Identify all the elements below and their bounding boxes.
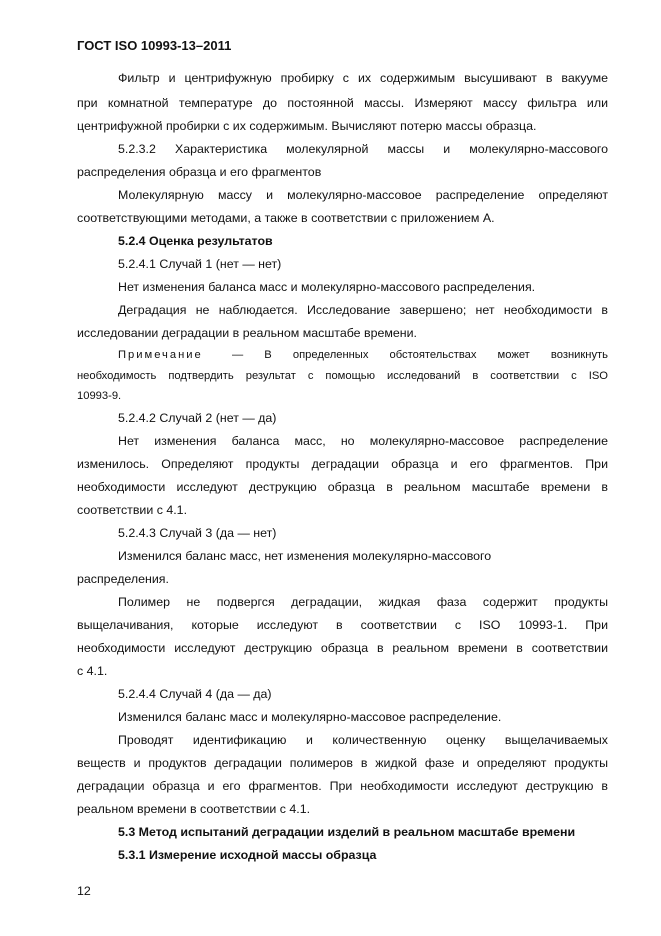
text-line: Нет изменения баланса масс и молекулярно-массового распределения. xyxy=(118,280,536,294)
note-text: — В определенных обстоятельствах может возникнуть xyxy=(232,349,608,361)
text-line: Полимер не подвергся деградации, жидкая фаза содержит продукты xyxy=(118,595,608,609)
subsection-heading: 5.2.4.1 Случай 1 (нет — нет) xyxy=(118,257,282,271)
note-text: необходимость подтвердить результат с помощью исследований в соответствии с ISO xyxy=(77,370,608,382)
text-line: 5.2.3.2 Характеристика молекулярной массы и молекулярно-массового xyxy=(118,142,608,156)
text-line: с 4.1. xyxy=(77,664,108,678)
text-line: Молекулярную массу и молекулярно-массовое распределение определяют xyxy=(118,188,608,202)
text-line: Проводят идентификацию и количественную оценку выщелачиваемых xyxy=(118,733,608,747)
text-line: исследовании деградации в реальном масштабе времени. xyxy=(77,326,417,340)
text-line: деградации образца и его фрагментов. При необходимости исследуют деструкцию в xyxy=(77,779,608,793)
text-line: реальном времени в соответствии с 4.1. xyxy=(77,802,311,816)
document-header: ГОСТ ISO 10993-13–2011 xyxy=(77,38,232,53)
text-line: Фильтр и центрифужную пробирку с их содержимым высушивают в вакууме xyxy=(118,71,608,85)
page-number: 12 xyxy=(77,884,91,898)
text-line: выщелачивания, которые исследуют в соответствии с ISO 10993-1. При xyxy=(77,618,608,632)
text-line: Нет изменения баланса масс, но молекулярно-массовое распределение xyxy=(118,434,608,448)
subsection-heading: 5.2.4.4 Cлучай 4 (да — да) xyxy=(118,687,272,701)
text-line: распределения. xyxy=(77,572,169,586)
text-line: распределения образца и его фрагментов xyxy=(77,165,322,179)
subsection-heading: 5.2.4.3 Cлучай 3 (да — нет) xyxy=(118,526,277,540)
text-line: Деградация не наблюдается. Исследование завершено; нет необходимости в xyxy=(118,303,608,317)
text-line: центрифужной пробирки с их содержимым. Вычисляют потерю массы образца. xyxy=(77,119,537,133)
section-heading: 5.3.1 Измерение исходной массы образца xyxy=(118,848,377,862)
section-heading: 5.3 Метод испытаний деградации изделий в реальном масштабе времени xyxy=(118,825,576,839)
text-line: Изменился баланс масс, нет изменения молекулярно-массового xyxy=(118,549,492,563)
text-line: при комнатной температуре до постоянной массы. Измеряют массу фильтра или xyxy=(77,96,608,110)
note-text: 10993-9. xyxy=(77,390,122,402)
text-line: необходимости исследуют деструкцию образца в реальном масштабе времени в xyxy=(77,480,608,494)
text-line: веществ и продуктов деградации полимеров в жидкой фазе и определяют продукты xyxy=(77,756,608,770)
text-line: изменилось. Определяют продукты деградации образца и его фрагментов. При xyxy=(77,457,608,471)
text-line: необходимости исследуют деструкцию образца в реальном времени в соответствии xyxy=(77,641,608,655)
text-line: Изменился баланс масс и молекулярно-массовое распределение. xyxy=(118,710,502,724)
section-heading: 5.2.4 Оценка результатов xyxy=(118,234,273,248)
text-line: соответствующими методами, а также в соответствии с приложением А. xyxy=(77,211,495,225)
subsection-heading: 5.2.4.2 Cлучай 2 (нет — да) xyxy=(118,411,277,425)
note-label: Примечание xyxy=(118,349,203,361)
text-line: соответствии с 4.1. xyxy=(77,503,188,517)
